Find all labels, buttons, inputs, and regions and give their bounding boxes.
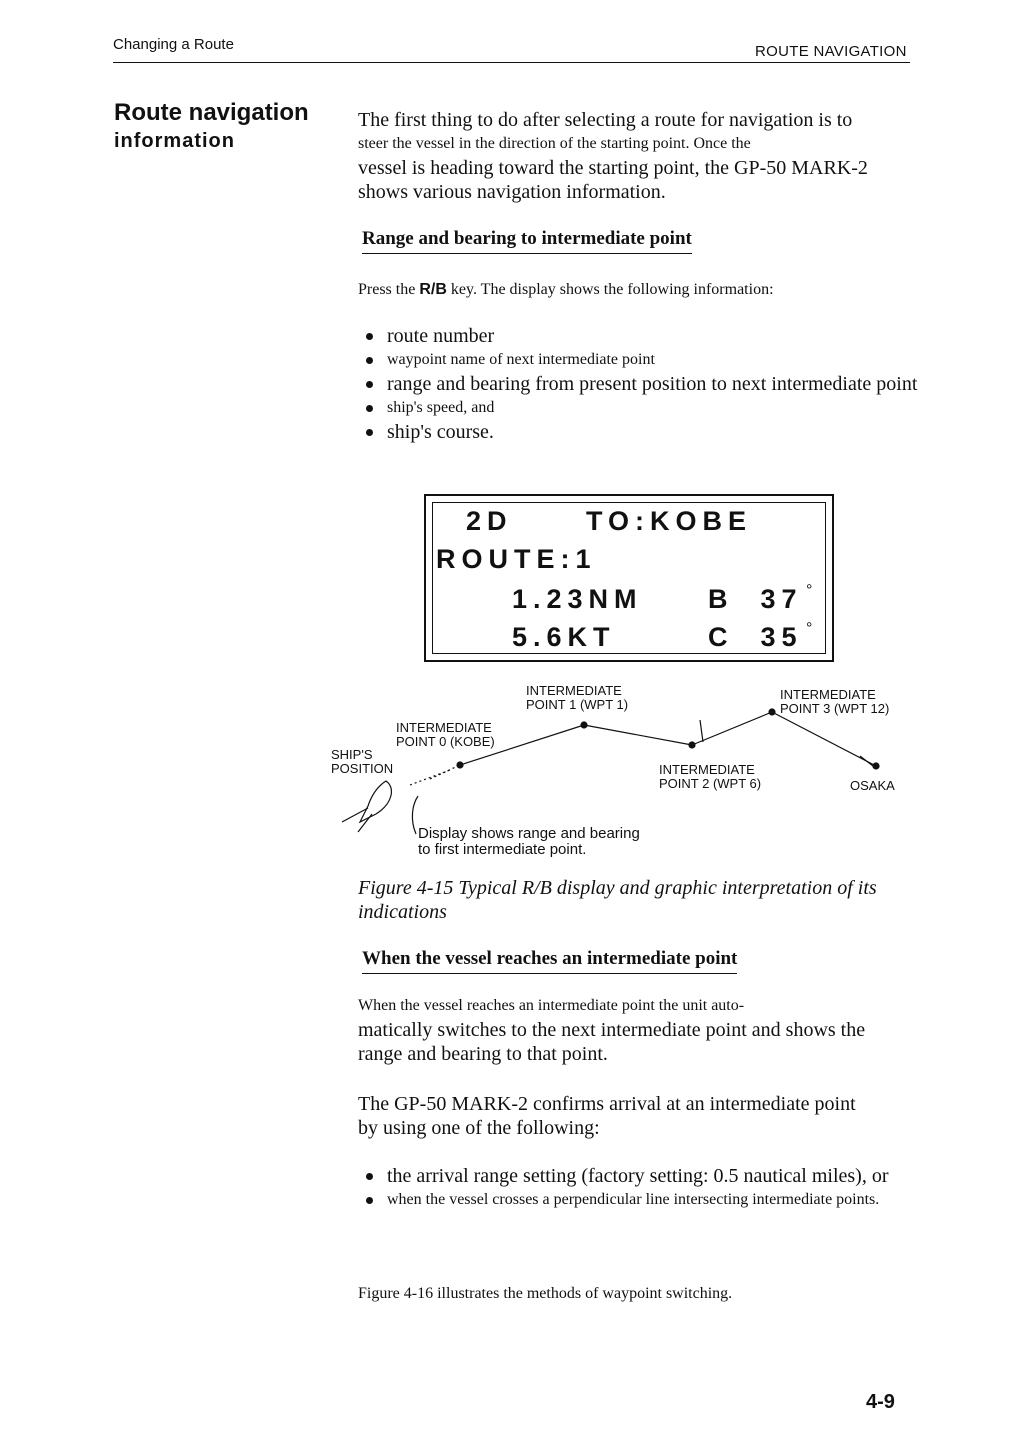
paragraph-line: The GP-50 MARK-2 confirms arrival at an intermediate point (358, 1093, 856, 1115)
label-line: INTERMEDIATE (396, 720, 492, 735)
dest-tick (860, 756, 873, 766)
running-header-left: Changing a Route (113, 36, 234, 53)
list-item: when the vessel crosses a perpendicular line intersecting intermediate points. (358, 1188, 914, 1212)
ip2-tick (700, 720, 703, 742)
label-line: POINT 0 (KOBE) (396, 734, 495, 749)
heading-dotted (410, 770, 450, 785)
display-bearing: B 37 (708, 584, 803, 614)
closing-sentence: Figure 4-16 illustrates the methods of waypoint switching. (358, 1285, 733, 1302)
intro-line-2: steer the vessel in the direction of the starting point. Once the (358, 135, 751, 152)
section-title: Route navigation (114, 99, 309, 126)
arrival-methods-list (358, 1164, 914, 1212)
caption-line: Figure 4-15 Typical R/B display and graphic interpretation of its (358, 877, 877, 899)
label-line: INTERMEDIATE (659, 762, 755, 777)
label-intermediate-point-3 (780, 688, 889, 716)
paragraph-line: When the vessel reaches an intermediate point the unit auto- (358, 997, 745, 1014)
waypoint-marker-3 (768, 708, 775, 715)
press-text-pre: Press the (358, 281, 420, 298)
running-header-right: ROUTE NAVIGATION (755, 43, 907, 60)
course-degree-symbol: ° (806, 620, 813, 637)
paragraph-line: by using one of the following: (358, 1117, 600, 1139)
display-destination: TO:KOBE (586, 506, 753, 536)
intro-line-3: vessel is heading toward the starting point, the GP-50 MARK-2 (358, 157, 868, 179)
label-destination: OSAKA (850, 778, 895, 793)
subsection-heading-intermediate-point: When the vessel reaches an intermediate point (362, 948, 737, 974)
leg-2-3 (692, 712, 772, 745)
press-text-post: key. The display shows the following information: (446, 281, 774, 298)
label-line: POINT 2 (WPT 6) (659, 776, 762, 791)
display-range: 1.23NM (512, 584, 643, 614)
bearing-degree-symbol: ° (806, 582, 813, 599)
display-course: C 35 (708, 622, 803, 652)
paragraph-arrival (358, 1092, 914, 1140)
page-number: 4-9 (866, 1391, 895, 1413)
display-mode: 2D (466, 506, 513, 536)
list-item: range and bearing from present position to next intermediate point (358, 372, 918, 396)
leg-3-dest (772, 712, 876, 766)
waypoint-marker-2 (688, 741, 695, 748)
note-line: to first intermediate point. (418, 841, 587, 858)
intro-line-4: shows various navigation information. (358, 181, 666, 203)
leg-1-2 (584, 725, 692, 745)
diagram-note (418, 826, 640, 858)
label-line: POSITION (331, 761, 394, 776)
label-intermediate-point-2 (659, 763, 761, 791)
note-line: Display shows range and bearing (418, 825, 640, 842)
list-item: ship's course. (358, 420, 918, 444)
ship-to-kobe-dotted (430, 765, 460, 779)
display-route: ROUTE:1 (436, 544, 597, 574)
figure-caption (358, 876, 918, 924)
list-item: the arrival range setting (factory setting: 0.5 nautical miles), or (358, 1164, 914, 1188)
intro-line-1: The first thing to do after selecting a route for navigation is to (358, 109, 853, 131)
paragraph-line: range and bearing to that point. (358, 1043, 608, 1065)
label-line: POINT 3 (WPT 12) (780, 701, 890, 716)
ship-outline (360, 781, 391, 822)
paragraph-line: matically switches to the next intermediate point and shows the (358, 1019, 866, 1041)
label-line: INTERMEDIATE (526, 683, 622, 698)
paragraph-switching (358, 994, 914, 1066)
list-item: ship's speed, and (358, 396, 918, 420)
rb-key-label: R/B (419, 281, 447, 298)
label-line: INTERMEDIATE (780, 687, 876, 702)
section-title-line2: information (114, 130, 235, 152)
waypoint-marker-1 (580, 721, 587, 728)
label-ships-position (331, 748, 393, 776)
caption-line: indications (358, 901, 447, 923)
label-line: POINT 1 (WPT 1) (526, 697, 629, 712)
list-item: route number (358, 324, 918, 348)
waypoint-marker-0 (456, 761, 463, 768)
label-line: SHIP'S (331, 747, 373, 762)
ship-wake-2 (358, 814, 372, 832)
subsection-heading-range-bearing: Range and bearing to intermediate point (362, 228, 692, 254)
destination-marker (872, 762, 879, 769)
label-intermediate-point-0 (396, 721, 495, 749)
list-item: waypoint name of next intermediate point (358, 348, 918, 372)
display-speed: 5.6KT (512, 622, 616, 652)
label-intermediate-point-1 (526, 684, 628, 712)
